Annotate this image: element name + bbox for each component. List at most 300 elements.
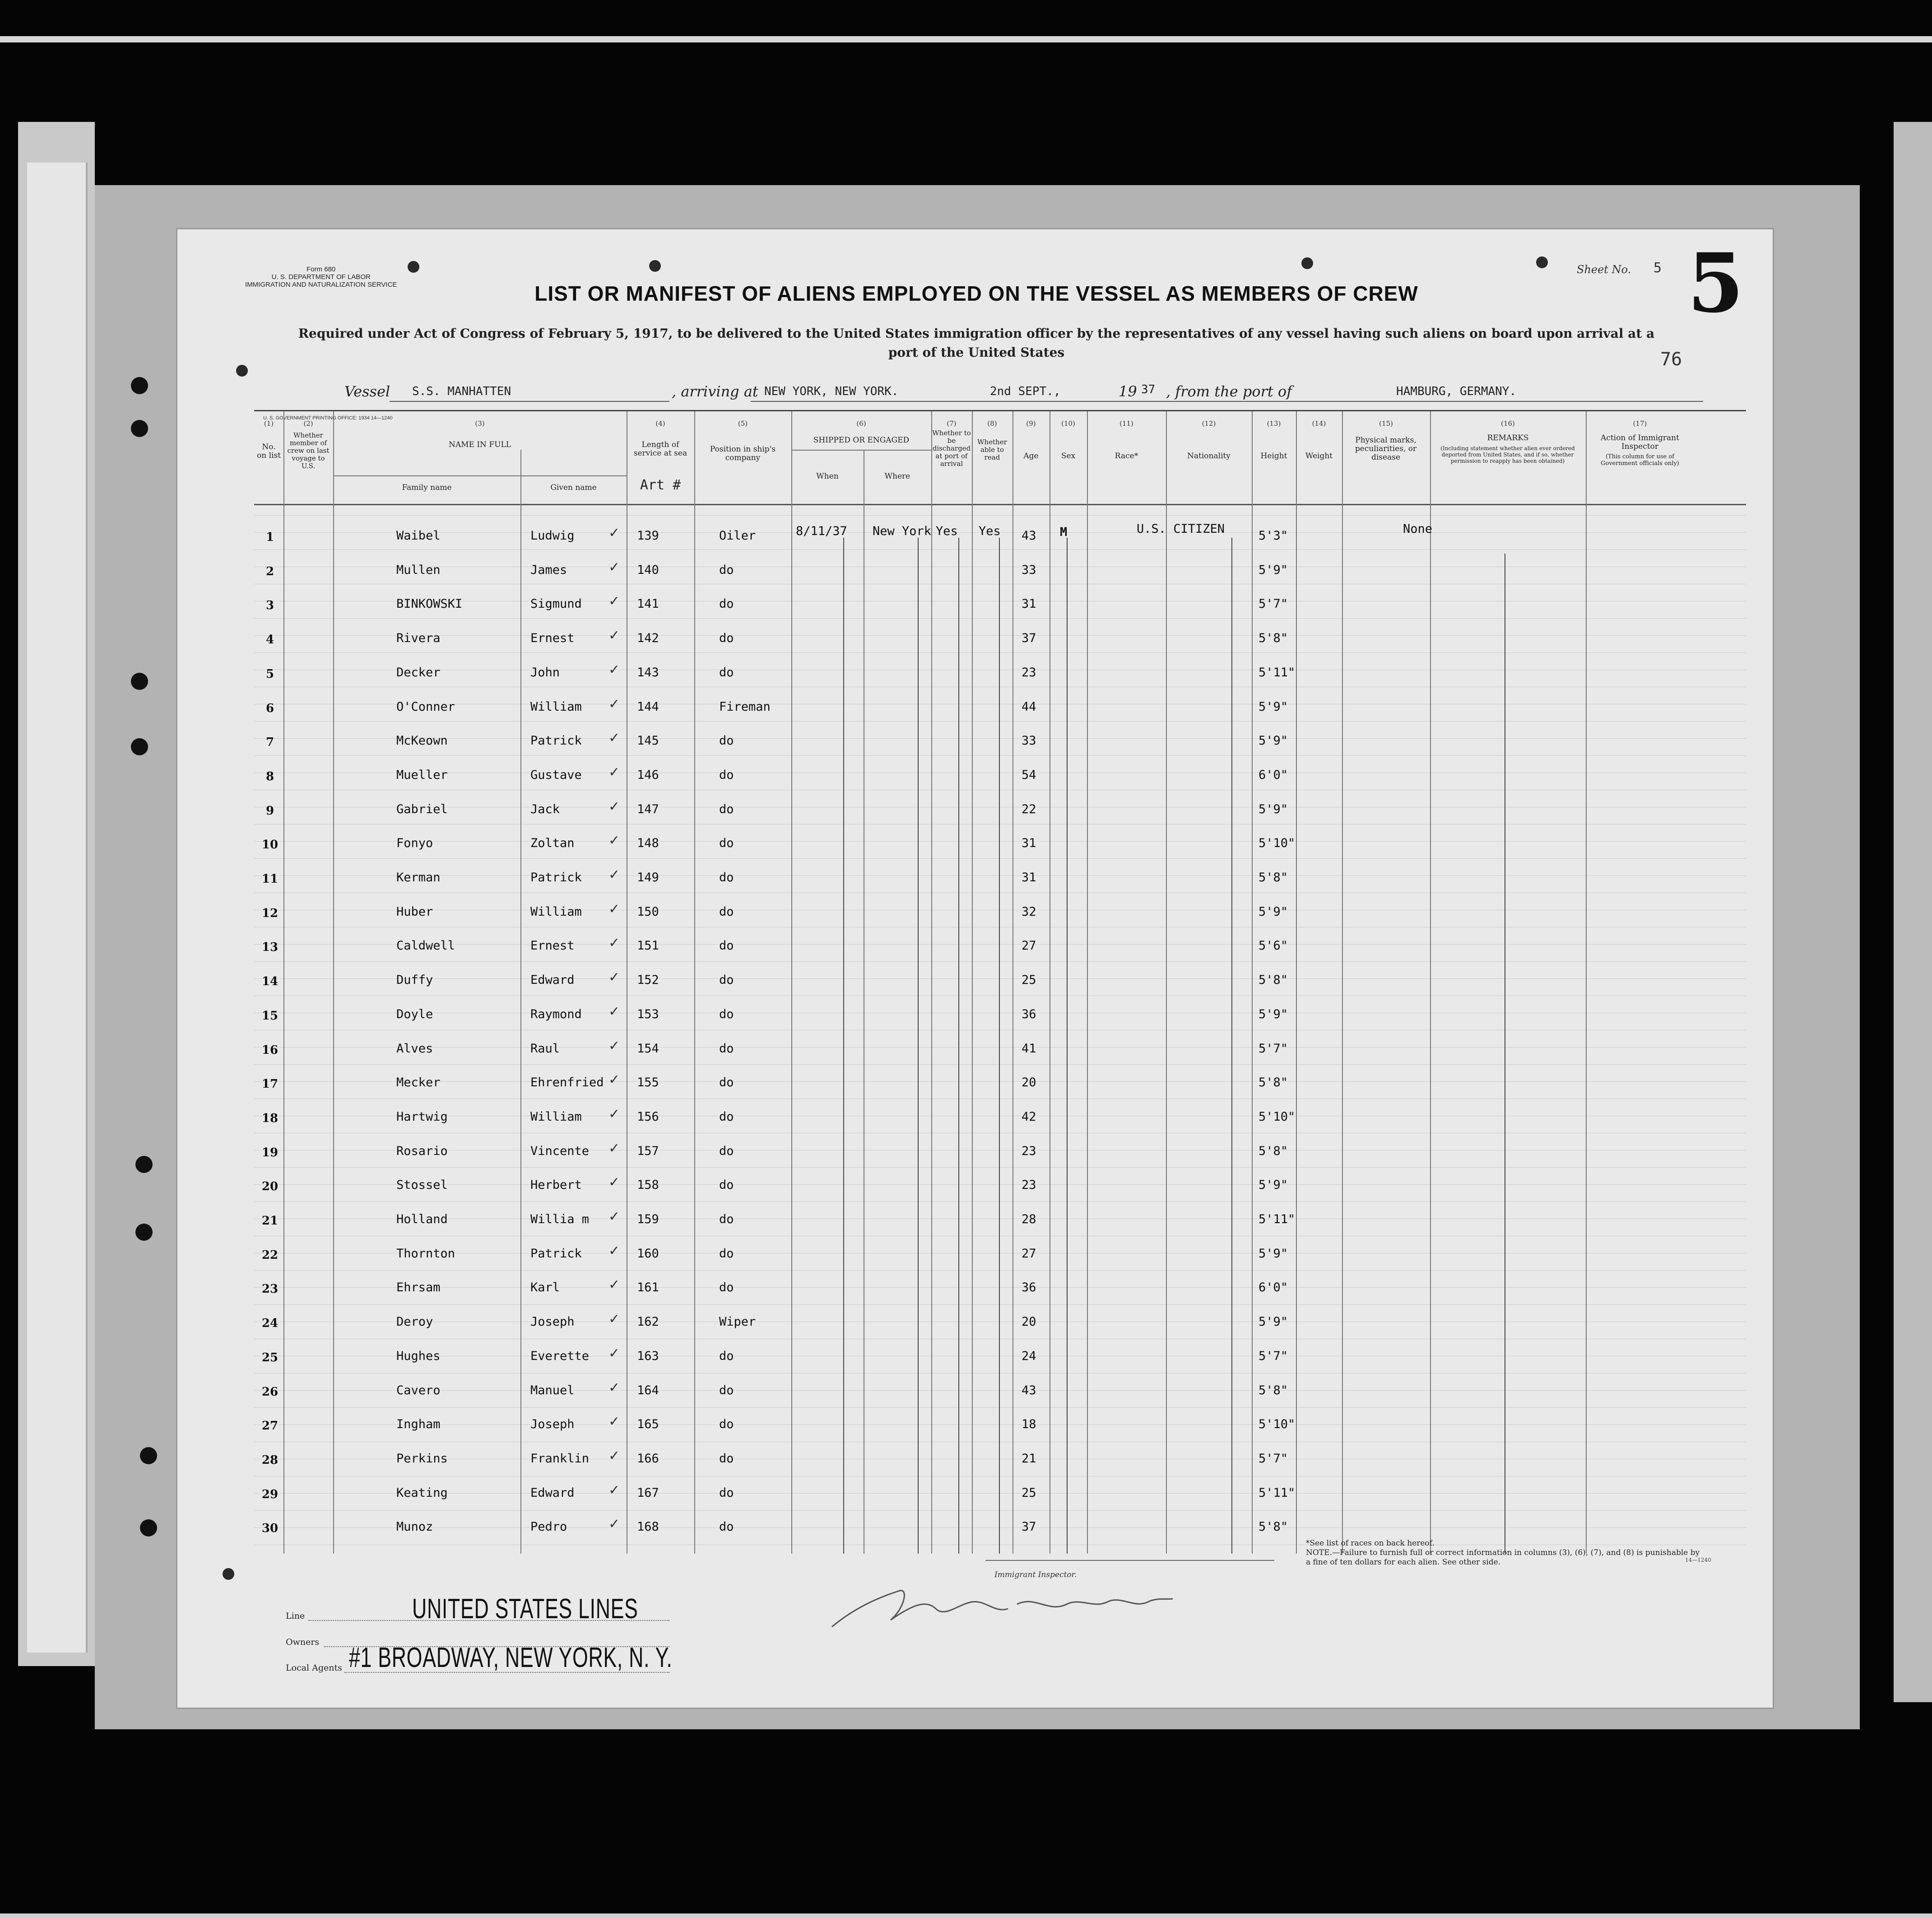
- art-number: 148: [637, 836, 659, 850]
- given-name: Raymond: [530, 1007, 582, 1021]
- row-number: 10: [261, 838, 279, 852]
- art-number: 163: [637, 1349, 659, 1363]
- agents-stamp: #1 BROADWAY, NEW YORK, N. Y.: [349, 1642, 673, 1673]
- family-name: Duffy: [396, 973, 433, 987]
- ledger-rule: [254, 944, 1746, 945]
- height: 5'7": [1259, 1042, 1288, 1056]
- ledger-rule: [254, 858, 1746, 859]
- ledger-rule: [254, 961, 1746, 962]
- arriving-port: NEW YORK, NEW YORK.: [764, 385, 899, 398]
- ledger-rule: [254, 1510, 1746, 1511]
- art-number: 160: [637, 1247, 659, 1261]
- header-sex: Sex: [1061, 452, 1076, 461]
- age: 22: [1022, 802, 1036, 816]
- art-number: 144: [637, 700, 659, 714]
- position: do: [719, 1417, 734, 1431]
- given-name: Joseph: [530, 1315, 575, 1329]
- art-number: 152: [637, 973, 659, 987]
- right-page-strip: [1894, 122, 1932, 1702]
- ledger-rule: [254, 1390, 1746, 1391]
- given-name: Manuel: [530, 1383, 575, 1397]
- art-number: 158: [637, 1178, 659, 1192]
- ledger-rule: [254, 1064, 1746, 1065]
- art-number: 151: [637, 939, 659, 953]
- check-mark: ✓: [608, 662, 620, 678]
- given-name: William: [530, 1110, 582, 1124]
- header-weight: Weight: [1305, 452, 1333, 461]
- position: do: [719, 1452, 734, 1466]
- family-name: Stossel: [396, 1178, 448, 1192]
- height: 5'10": [1259, 1110, 1296, 1124]
- header-action: Action of Immigrant Inspector: [1601, 433, 1679, 451]
- position: Wiper: [719, 1315, 756, 1329]
- header-action-sub: (This column for use of Government officials only): [1601, 453, 1679, 467]
- height: 5'11": [1259, 666, 1296, 680]
- position: do: [719, 597, 734, 611]
- given-name: Pedro: [530, 1520, 567, 1534]
- given-name: Ernest: [530, 939, 575, 953]
- column-divider: [931, 411, 932, 1554]
- given-name: Herbert: [530, 1178, 582, 1192]
- column-divider: [283, 411, 284, 1554]
- check-mark: ✓: [608, 901, 620, 917]
- position: do: [719, 1178, 734, 1192]
- column-divider: [1342, 411, 1343, 1554]
- art-number: 140: [637, 563, 659, 577]
- age: 54: [1022, 768, 1036, 782]
- row-number: 1: [265, 531, 274, 544]
- row-number: 24: [261, 1317, 279, 1330]
- height: 5'8": [1259, 1075, 1288, 1089]
- ledger-rule: [254, 635, 1746, 636]
- position: do: [719, 1212, 734, 1226]
- position: do: [719, 1383, 734, 1397]
- column-divider: [972, 411, 973, 1554]
- year-suffix: 37: [1141, 383, 1156, 396]
- check-mark: ✓: [608, 525, 620, 541]
- col-num-16: (16): [1501, 419, 1515, 428]
- col-num-12: (12): [1202, 419, 1216, 428]
- art-number: 167: [637, 1486, 659, 1500]
- position: do: [719, 1110, 734, 1124]
- header-rule: [254, 504, 1746, 505]
- position: Fireman: [719, 700, 771, 714]
- family-name: Deroy: [396, 1315, 433, 1329]
- height: 5'11": [1259, 1486, 1296, 1500]
- ledger-rule: [254, 1304, 1746, 1305]
- age: 42: [1022, 1110, 1036, 1124]
- punch-hole: [131, 673, 148, 690]
- art-number: 156: [637, 1110, 659, 1124]
- punch-hole: [135, 1156, 153, 1173]
- column-divider: [520, 450, 521, 1554]
- punch-hole: [135, 1224, 153, 1241]
- header-family-name: Family name: [402, 483, 452, 492]
- height: 5'7": [1259, 597, 1288, 611]
- check-mark: ✓: [608, 1106, 620, 1122]
- given-name: Patrick: [530, 1247, 582, 1261]
- arrival-date: 2nd SEPT.,: [990, 385, 1061, 398]
- column-divider: [1252, 411, 1253, 1554]
- row-number: 17: [261, 1077, 279, 1091]
- row-number: 13: [261, 940, 279, 954]
- arriving-label: , arriving at: [672, 383, 758, 400]
- first-row-physical: None: [1403, 522, 1433, 536]
- age: 31: [1022, 597, 1036, 611]
- punch-hole: [131, 377, 148, 394]
- age: 20: [1022, 1315, 1036, 1329]
- row-number: 19: [261, 1146, 279, 1159]
- vessel-label: Vessel: [344, 383, 390, 400]
- art-number: 154: [637, 1042, 659, 1056]
- adjacent-page-edge: [27, 163, 88, 1653]
- check-mark: ✓: [608, 1141, 620, 1156]
- age: 36: [1022, 1280, 1036, 1294]
- row-number: 18: [261, 1112, 279, 1125]
- header-age: Age: [1023, 452, 1039, 461]
- age: 41: [1022, 1042, 1036, 1056]
- age: 25: [1022, 973, 1036, 987]
- ledger-rule: [254, 841, 1746, 842]
- family-name: Hughes: [396, 1349, 441, 1363]
- height: 6'0": [1259, 768, 1288, 782]
- position: do: [719, 1349, 734, 1363]
- ditto-line-where: [918, 538, 919, 1554]
- check-mark: ✓: [608, 1004, 620, 1020]
- footer-notes: [1306, 1539, 1703, 1567]
- height: 5'8": [1259, 973, 1288, 987]
- age: 24: [1022, 1349, 1036, 1363]
- position: do: [719, 1075, 734, 1089]
- underline: [751, 401, 1301, 402]
- check-mark: ✓: [608, 559, 620, 575]
- scan-frame-top: [0, 36, 1932, 42]
- given-name: Ernest: [530, 631, 575, 645]
- header-no-on-list: No. on list: [256, 442, 281, 460]
- height: 5'9": [1259, 802, 1288, 816]
- column-divider: [1012, 411, 1013, 1554]
- family-name: Waibel: [396, 529, 441, 543]
- col-num-7: (7): [947, 419, 957, 428]
- height: 5'9": [1259, 700, 1288, 714]
- height: 5'10": [1259, 836, 1296, 850]
- family-name: Keating: [396, 1486, 448, 1500]
- col-num-13: (13): [1267, 419, 1281, 428]
- height: 5'9": [1259, 563, 1288, 577]
- sheet-number: 5: [1653, 260, 1662, 276]
- col-num-9: (9): [1026, 419, 1036, 428]
- ledger-rule: [254, 721, 1746, 722]
- col-num-11: (11): [1119, 419, 1133, 428]
- position: do: [719, 939, 734, 953]
- col-num-15: (15): [1379, 419, 1393, 428]
- height: 5'10": [1259, 1417, 1296, 1431]
- col-num-10: (10): [1061, 419, 1075, 428]
- height: 5'9": [1259, 1315, 1288, 1329]
- header-length-service: Length of service at sea: [633, 440, 687, 458]
- height: 5'7": [1259, 1452, 1288, 1466]
- row-number: 30: [261, 1522, 279, 1535]
- first-row-discharged: Yes: [936, 524, 958, 538]
- family-name: Doyle: [396, 1007, 433, 1021]
- position: do: [719, 1486, 734, 1500]
- position: do: [719, 1520, 734, 1534]
- family-name: Fonyo: [396, 836, 433, 850]
- col-num-2: (2): [303, 419, 313, 428]
- inspector-label: Immigrant Inspector.: [994, 1570, 1077, 1579]
- first-row-read: Yes: [979, 524, 1001, 538]
- height: 5'8": [1259, 1520, 1288, 1534]
- age: 23: [1022, 1178, 1036, 1192]
- col-num-8: (8): [987, 419, 997, 428]
- subtitle-line: Required under Act of Congress of February 5, 1917, to be delivered to the United States immigration officer by the representatives of any vessel having such aliens on board upon arrival at a: [298, 326, 1655, 341]
- family-name: Thornton: [396, 1247, 455, 1261]
- given-name: Raul: [530, 1042, 560, 1056]
- row-number: 4: [265, 633, 274, 647]
- punch-hole: [236, 365, 248, 377]
- col-num-4: (4): [655, 419, 665, 428]
- height: 5'6": [1259, 939, 1288, 953]
- line-stamp: UNITED STATES LINES: [412, 1593, 638, 1625]
- given-name: Patrick: [530, 871, 582, 885]
- col-num-3: (3): [475, 419, 485, 428]
- family-name: Mecker: [396, 1075, 441, 1089]
- position: do: [719, 973, 734, 987]
- header-name-in-full: NAME IN FULL: [448, 440, 511, 449]
- height: 5'9": [1259, 1007, 1288, 1021]
- family-name: BINKOWSKI: [396, 597, 463, 611]
- given-name: Patrick: [530, 734, 582, 748]
- age: 36: [1022, 1007, 1036, 1021]
- header-physical: Physical marks, peculiarities, or disease: [1355, 436, 1417, 462]
- art-number: 143: [637, 666, 659, 680]
- row-number: 28: [261, 1453, 279, 1467]
- header-race: Race*: [1115, 452, 1138, 461]
- art-number: 159: [637, 1212, 659, 1226]
- first-row-sex: M: [1060, 525, 1068, 539]
- family-name: Hartwig: [396, 1110, 448, 1124]
- row-number: 20: [261, 1180, 279, 1193]
- underline: [1288, 401, 1703, 402]
- position: do: [719, 836, 734, 850]
- art-number: 168: [637, 1520, 659, 1534]
- vessel-line: [344, 383, 1721, 405]
- column-divider: [1296, 411, 1297, 1554]
- age: 37: [1022, 631, 1036, 645]
- position: do: [719, 734, 734, 748]
- ledger-rule: [254, 978, 1746, 979]
- age: 43: [1022, 1383, 1036, 1397]
- given-name: Vincente: [530, 1144, 590, 1158]
- family-name: Decker: [396, 666, 441, 680]
- age: 23: [1022, 1144, 1036, 1158]
- family-name: Cavero: [396, 1383, 441, 1397]
- given-name: Ludwig: [530, 529, 575, 543]
- ledger-rule: [254, 1527, 1746, 1528]
- row-number: 8: [265, 770, 274, 783]
- family-name: Rosario: [396, 1144, 448, 1158]
- position: do: [719, 1042, 734, 1056]
- family-name: Mueller: [396, 768, 448, 782]
- height: 5'11": [1259, 1212, 1296, 1226]
- check-mark: ✓: [608, 628, 620, 643]
- family-name: Munoz: [396, 1520, 433, 1534]
- family-name: Alves: [396, 1042, 433, 1056]
- row-number: 25: [261, 1351, 279, 1364]
- race-note: *See list of races on back hereof.: [1306, 1539, 1435, 1548]
- age: 37: [1022, 1520, 1036, 1534]
- column-divider: [1087, 411, 1088, 1554]
- check-mark: ✓: [608, 696, 620, 712]
- punch-hole: [131, 420, 148, 437]
- col-num-1: (1): [264, 419, 274, 428]
- art-number: 145: [637, 734, 659, 748]
- column-divider: [1430, 411, 1431, 1554]
- check-mark: ✓: [608, 799, 620, 815]
- check-mark: ✓: [608, 1038, 620, 1054]
- punch-hole: [223, 1568, 234, 1580]
- subtitle-line: port of the United States: [888, 345, 1065, 360]
- art-number: 166: [637, 1452, 659, 1466]
- from-port-label: , from the port of: [1166, 383, 1292, 400]
- ledger-rule: [254, 1201, 1746, 1202]
- from-port: HAMBURG, GERMANY.: [1396, 385, 1517, 398]
- family-name: Ehrsam: [396, 1280, 441, 1294]
- ledger-rule: [254, 1287, 1746, 1288]
- check-mark: ✓: [608, 935, 620, 951]
- ledger-rule: [254, 549, 1746, 550]
- position: do: [719, 666, 734, 680]
- manifest-sheet: [176, 228, 1774, 1709]
- header-able-read: Whether able to read: [977, 438, 1007, 461]
- col-num-6: (6): [856, 419, 866, 428]
- header-discharged: Whether to be discharged at port of arrival: [932, 429, 971, 468]
- first-row-where: New York: [873, 524, 932, 538]
- art-number: 146: [637, 768, 659, 782]
- ledger-rule: [254, 1184, 1746, 1185]
- given-name: William: [530, 700, 582, 714]
- family-name: Huber: [396, 905, 433, 919]
- age: 31: [1022, 871, 1036, 885]
- row-number: 12: [261, 907, 279, 920]
- row-number: 16: [261, 1043, 279, 1057]
- punch-hole: [1301, 257, 1313, 269]
- header-height: Height: [1260, 452, 1287, 461]
- sheet-number-stamp: 5: [1687, 236, 1744, 331]
- punch-hole: [140, 1447, 157, 1464]
- row-number: 3: [265, 599, 274, 612]
- row-number: 11: [261, 872, 279, 886]
- row-number: 22: [261, 1248, 279, 1262]
- form-code: 14—1240: [1685, 1557, 1711, 1563]
- check-mark: ✓: [608, 1516, 620, 1532]
- header-remarks-sub: (Including statement whether alien ever ordered deported from United States, and if so, whether permission to reapply has been obtained): [1440, 445, 1575, 464]
- ditto-line-nationality: [1231, 538, 1232, 1554]
- ledger-rule: [254, 515, 1746, 516]
- family-name: Kerman: [396, 871, 441, 885]
- given-name: Everette: [530, 1349, 590, 1363]
- header-nationality: Nationality: [1187, 452, 1231, 461]
- given-name: John: [530, 666, 560, 680]
- col-num-14: (14): [1312, 419, 1326, 428]
- age: 23: [1022, 666, 1036, 680]
- check-mark: ✓: [608, 833, 620, 848]
- given-name: Franklin: [530, 1452, 590, 1466]
- ditto-line-sex: [1067, 538, 1068, 1554]
- given-name: Gustave: [530, 768, 582, 782]
- art-number: 162: [637, 1315, 659, 1329]
- check-mark: ✓: [608, 969, 620, 985]
- ledger-rule: [254, 1407, 1746, 1408]
- service: IMMIGRATION AND NATURALIZATION SERVICE: [245, 281, 397, 289]
- art-number: 155: [637, 1075, 659, 1089]
- height: 5'8": [1259, 1144, 1288, 1158]
- header-remarks: REMARKS: [1487, 433, 1529, 442]
- manifest-title: LIST OR MANIFEST OF ALIENS EMPLOYED ON THE VESSEL AS MEMBERS OF CREW: [534, 282, 1418, 305]
- check-mark: ✓: [608, 1209, 620, 1224]
- position: do: [719, 802, 734, 816]
- given-name: Sigmund: [530, 597, 582, 611]
- check-mark: ✓: [608, 764, 620, 780]
- first-row-when: 8/11/37: [796, 524, 847, 538]
- penalty-note: NOTE.—Failure to furnish full or correct information in columns (3), (6), (7), and (8) is punishable by a fine of ten dollars for each alien. See other side.: [1306, 1548, 1700, 1567]
- header-where: Where: [884, 472, 910, 481]
- given-name: Karl: [530, 1280, 560, 1294]
- position: do: [719, 768, 734, 782]
- punch-hole: [131, 738, 148, 755]
- column-divider: [694, 411, 695, 1554]
- check-mark: ✓: [608, 1243, 620, 1259]
- shipped-header-rule: [791, 450, 931, 451]
- check-mark: ✓: [608, 1482, 620, 1498]
- ditto-line-when: [843, 538, 844, 1554]
- height: 5'8": [1259, 1383, 1288, 1397]
- given-name: Joseph: [530, 1417, 575, 1431]
- position: do: [719, 871, 734, 885]
- check-mark: ✓: [608, 1345, 620, 1361]
- art-number: 157: [637, 1144, 659, 1158]
- height: 5'8": [1259, 871, 1288, 885]
- vessel-name: S.S. MANHATTEN: [412, 385, 511, 398]
- header-shipped-engaged: SHIPPED OR ENGAGED: [813, 436, 910, 445]
- age: 33: [1022, 563, 1036, 577]
- inspector-underline: [985, 1560, 1274, 1561]
- ledger-rule: [254, 1493, 1746, 1494]
- position: do: [719, 563, 734, 577]
- position: do: [719, 1144, 734, 1158]
- row-number: 27: [261, 1419, 279, 1433]
- family-name: Perkins: [396, 1452, 448, 1466]
- punch-hole: [649, 260, 661, 272]
- header-given-name: Given name: [550, 483, 597, 492]
- family-name: Rivera: [396, 631, 441, 645]
- inspector-signature: [823, 1577, 1175, 1636]
- col-num-5: (5): [738, 419, 748, 428]
- check-mark: ✓: [608, 1277, 620, 1293]
- family-name: Ingham: [396, 1417, 441, 1431]
- row-number: 15: [261, 1009, 279, 1023]
- art-number: 139: [637, 529, 659, 543]
- art-number: 164: [637, 1383, 659, 1397]
- position: Oiler: [719, 529, 756, 543]
- art-number: 150: [637, 905, 659, 919]
- given-name: Ehrenfried: [530, 1075, 604, 1089]
- ledger-rule: [254, 618, 1746, 619]
- year-prefix: 19: [1119, 383, 1137, 400]
- row-number: 6: [265, 702, 274, 715]
- punch-hole: [140, 1519, 157, 1536]
- column-divider: [333, 411, 334, 1554]
